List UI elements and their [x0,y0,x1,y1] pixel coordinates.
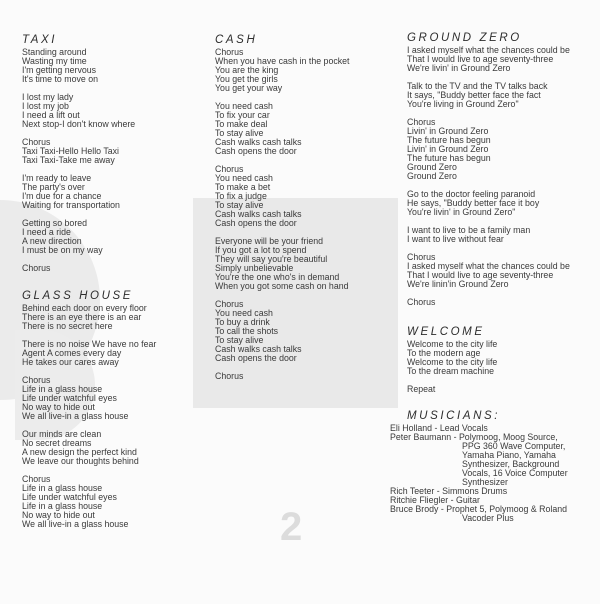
song-title: WELCOME [407,326,485,338]
lyric-line: I'm getting nervous [22,65,97,75]
lyric-line: To fix your car [215,110,270,120]
lyric-line: Chorus [215,164,244,174]
musician-entry-continued: Synthesizer [462,477,508,487]
lyric-line: Behind each door on every floor [22,303,147,313]
song-lyrics [22,48,135,273]
lyric-line: Cash opens the door [215,353,297,363]
lyric-line: To make a bet [215,182,271,192]
lyric-line: I lost my job [22,101,69,111]
lyric-line: Getting so bored [22,218,88,228]
musician-entry-continued: Synthesizer, Background [462,459,560,469]
lyric-line: Chorus [22,263,51,273]
song-lyrics [407,340,497,394]
musician-entry-continued: Yamaha Piano, Yamaha [462,450,556,460]
lyric-line: Life under watchful eyes [22,492,117,502]
lyric-line: When you have cash in the pocket [215,56,350,66]
lyric-line: Chorus [22,474,51,484]
lyric-line: Our minds are clean [22,429,102,439]
lyric-line: Life in a glass house [22,483,103,493]
lyric-line: No secret dreams [22,438,92,448]
lyric-line: Cash opens the door [215,218,297,228]
lyric-line: You are the king [215,65,279,75]
song-title: CASH [215,34,258,46]
lyric-line: You need cash [215,308,273,318]
musicians-list [390,424,595,523]
lyric-line: Agent A comes every day [22,348,122,358]
lyric-line: Welcome to the city life [407,339,498,349]
lyric-line: Everyone will be your friend [215,236,324,246]
lyric-line: Talk to the TV and the TV talks back [407,81,548,91]
song-title: GLASS HOUSE [22,290,134,302]
lyric-line: You're livin' in Ground Zero" [407,207,516,217]
lyric-line: We're linin'in Ground Zero [407,279,509,289]
musician-entry: Ritchie Fliegler - Guitar [390,495,480,505]
musician-entry-continued: PPG 360 Wave Computer, [462,441,566,451]
lyric-line: Chorus [215,47,244,57]
lyric-line: Simply unbelievable [215,263,294,273]
lyric-line: Wasting my time [22,56,87,66]
lyric-line: I asked myself what the chances could be [407,261,570,271]
lyric-line: Life in a glass house [22,501,103,511]
lyric-line: Livin' in Ground Zero [407,126,489,136]
lyric-line: I want to live without fear [407,234,504,244]
lyric-line: No way to hide out [22,402,95,412]
musician-entry-continued: Vacoder Plus [462,513,514,523]
lyric-line: You get the girls [215,74,278,84]
lyric-line: Standing around [22,47,87,57]
lyric-line: To the dream machine [407,366,495,376]
lyric-line: I lost my lady [22,92,74,102]
lyric-line: Next stop-I don't know where [22,119,136,129]
lyric-line: Chorus [22,137,51,147]
lyric-line: Cash opens the door [215,146,297,156]
song-title: GROUND ZERO [407,32,522,44]
lyric-line: Chorus [22,375,51,385]
lyric-line: They will say you're beautiful [215,254,328,264]
song-lyrics [215,48,349,381]
lyric-line: A new direction [22,236,82,246]
lyric-line: To stay alive [215,200,264,210]
lyric-line: You need cash [215,173,273,183]
lyric-line: Life under watchful eyes [22,393,117,403]
lyric-line: Life in a glass house [22,384,103,394]
song-glass-house [22,290,156,529]
lyric-line: We all live-in a glass house [22,411,129,421]
lyric-line: A new design the perfect kind [22,447,137,457]
lyric-line: No way to hide out [22,510,95,520]
lyric-line: To call the shots [215,326,279,336]
lyric-line: You get your way [215,83,283,93]
song-welcome [407,326,497,394]
lyric-line: We leave our thoughts behind [22,456,139,466]
lyric-line: That I would live to age seventy-three [407,54,554,64]
lyric-line: It's time to move on [22,74,98,84]
lyric-line: The party's over [22,182,85,192]
lyric-line: There is no secret here [22,321,113,331]
lyric-line: Chorus [215,371,244,381]
lyric-line: It says, "Buddy better face the fact [407,90,541,100]
lyric-line: Ground Zero [407,171,457,181]
lyric-line: When you got some cash on hand [215,281,349,291]
lyric-line: You need cash [215,101,273,111]
lyric-line: Repeat [407,384,436,394]
lyric-line: I'm due for a chance [22,191,102,201]
lyric-line: I need a lift out [22,110,80,120]
lyric-line: Chorus [215,299,244,309]
lyric-line: I asked myself what the chances could be [407,45,570,55]
musician-entry: Peter Baumann - Polymoog, Moog Source, [390,432,558,442]
lyric-line: I want to live to be a family man [407,225,531,235]
lyric-line: Chorus [407,297,436,307]
lyric-line: You're living in Ground Zero" [407,99,519,109]
lyric-line: He takes our cares away [22,357,119,367]
lyric-line: Cash walks cash talks [215,344,302,354]
lyric-line: Taxi Taxi-Hello Hello Taxi [22,146,119,156]
musicians-credits [390,410,595,523]
lyric-line: Taxi Taxi-Take me away [22,155,115,165]
musicians-title: MUSICIANS: [407,410,501,422]
page-number: 2 [280,505,303,549]
lyric-line: To buy a drink [215,317,270,327]
lyric-line: To make deal [215,119,268,129]
lyric-line: Livin' in Ground Zero [407,144,489,154]
lyric-line: We all live-in a glass house [22,519,129,529]
lyric-line: We're livin' in Ground Zero [407,63,511,73]
lyric-line: There is no noise We have no fear [22,339,157,349]
song-cash [215,34,349,381]
musician-entry: Bruce Brody - Prophet 5, Polymoog & Roland [390,504,568,514]
lyric-line: Ground Zero [407,162,457,172]
lyric-line: Go to the doctor feeling paranoid [407,189,536,199]
lyric-line: To the modern age [407,348,481,358]
lyric-line: Welcome to the city life [407,357,498,367]
musician-entry: Rich Teeter - Simmons Drums [390,486,508,496]
song-title: TAXI [22,34,58,46]
lyric-line: Chorus [407,252,436,262]
lyric-line: You're the one who's in demand [215,272,340,282]
lyric-line: I'm ready to leave [22,173,92,183]
musician-entry: Eli Holland - Lead Vocals [390,423,488,433]
lyric-line: To stay alive [215,128,264,138]
lyric-line: To fix a judge [215,191,267,201]
song-taxi [22,34,135,273]
lyric-line: Chorus [407,117,436,127]
lyric-line: Cash walks cash talks [215,209,302,219]
lyric-line: Cash walks cash talks [215,137,302,147]
song-ground-zero [407,32,570,307]
musician-entry-continued: Vocals, 16 Voice Computer [462,468,568,478]
lyric-line: If you got a lot to spend [215,245,307,255]
song-lyrics [22,304,156,529]
lyric-line: I must be on my way [22,245,103,255]
lyric-line: He says, "Buddy better face it boy [407,198,540,208]
lyric-line: Waiting for transportation [22,200,120,210]
lyric-line: The future has begun [407,135,491,145]
lyric-line: The future has begun [407,153,491,163]
lyric-line: I need a ride [22,227,71,237]
song-lyrics [407,46,570,307]
lyric-line: That I would live to age seventy-three [407,270,554,280]
lyric-line: To stay alive [215,335,264,345]
lyric-line: There is an eye there is an ear [22,312,142,322]
